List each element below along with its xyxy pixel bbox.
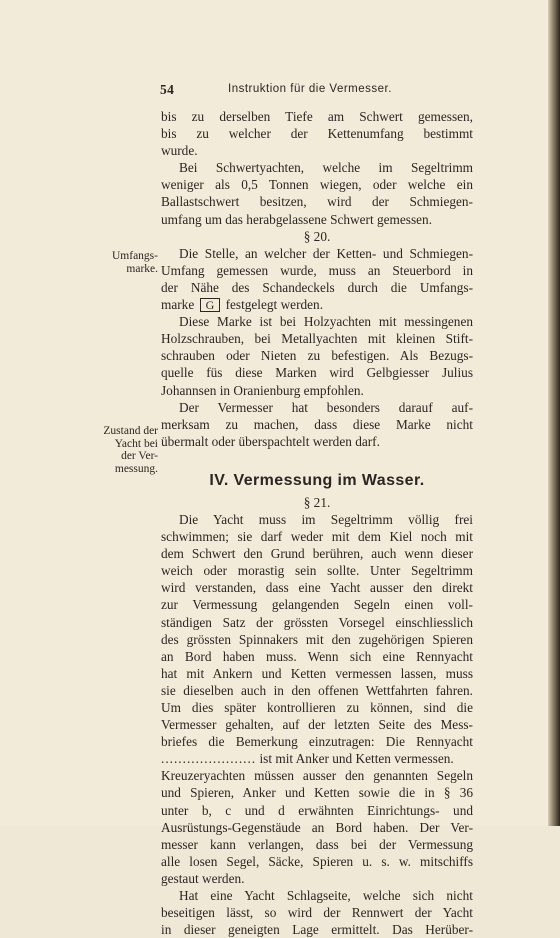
text-line: Hat eine Yacht Schlagseite, welche sich nicht xyxy=(179,888,473,904)
paragraph-sign: § 21. xyxy=(303,494,331,510)
text-line: zur Vermessung gelangenden Segeln einen voll- xyxy=(161,597,473,613)
text-line: schwimmen; sie darf weder mit dem Kiel noch mit xyxy=(161,529,473,545)
section-20-marker xyxy=(161,228,473,245)
page-header xyxy=(160,82,472,102)
text-line: umfang um das herabgelassene Schwert gemessen. xyxy=(161,211,433,227)
text-line: messer kann verlangen, dass bei der Vermessung xyxy=(161,836,473,852)
text-line: Ausrüstungs-Gegenstäude an Bord haben. Der Ver- xyxy=(161,819,473,835)
text-line: ständigen Satz der grössten Vorsegel einschliesslich xyxy=(161,614,473,630)
book-spine-shadow xyxy=(548,0,560,826)
text-line: Die Yacht muss im Segeltrimm völlig frei xyxy=(179,511,473,527)
paragraph-2 xyxy=(161,159,473,227)
text-line: bis zu derselben Tiefe am Schwert gemessen, xyxy=(161,109,473,124)
text-line: Ballastschwert besitzen, wird der Schmiegen- xyxy=(161,194,473,210)
dotted-blank: ...................... xyxy=(161,751,257,767)
text-line: Johannsen in Oranienburg empfohlen. xyxy=(161,382,364,398)
text-line: Um dies später kontrollieren zu können, sind die xyxy=(161,700,473,715)
marginal-note-umfangsmarke xyxy=(104,250,158,275)
text-line: gestaut werden. xyxy=(161,870,245,886)
text-line: dem Schwert den Grund berühren, auch wenn dieser xyxy=(161,546,473,562)
text-line: Umfang gemessen wurde, muss an Steuerbord in xyxy=(161,262,473,278)
text-line xyxy=(161,750,473,767)
page-body xyxy=(161,108,473,938)
text-line: quelle füs diese Marken wird Gelbgiesser Julius xyxy=(161,365,473,381)
text-line: wird verstanden, dass eine Yacht ausser den direkt xyxy=(161,580,473,596)
text-line: Der Vermesser hat besonders darauf auf- xyxy=(179,399,473,415)
text-line: weich oder morastig sein sollte. Unter Segeltrimm xyxy=(161,563,473,579)
text-line: weniger als 0,5 Tonnen wiegen, oder welche ein xyxy=(161,177,473,193)
mark-g-box: G xyxy=(200,298,221,312)
text-line: und Spieren, Anker und Ketten sowie die in § 36 xyxy=(161,785,473,801)
text-line: in dieser geneigten Lage ermittelt. Das Herüber- xyxy=(161,922,473,938)
paragraph-4 xyxy=(161,313,473,398)
section-21-marker xyxy=(161,494,473,511)
paragraph-7 xyxy=(161,887,473,938)
marginal-line: Yacht bei xyxy=(114,437,158,450)
page-number: 54 xyxy=(160,82,175,97)
text-line: übermalt oder überspachtelt werden darf. xyxy=(161,433,380,449)
marginal-line: der Ver- xyxy=(121,450,158,462)
text-line: Vermesser gehalten, auf der letzten Seite des Mess- xyxy=(161,717,473,733)
text-line: hat mit Ankern und Ketten vermessen lassen, muss xyxy=(161,665,473,681)
section-heading: IV. Vermessung im Wasser. xyxy=(209,471,425,489)
text-line: unter b, c und d erwähnten Einrichtungs- und xyxy=(161,802,473,818)
text-line: schrauben oder Nieten zu befestigen. Als Bezugs- xyxy=(161,348,473,364)
text-line: bis zu welcher der Kettenumfang bestimmt xyxy=(161,126,473,142)
running-title: Instruktion für die Vermesser. xyxy=(228,83,392,95)
text-line: des grössten Spinnakers mit den zugehörigen Spieren xyxy=(161,631,473,647)
marginal-line: marke. xyxy=(126,262,158,275)
text-line: wurde. xyxy=(161,143,198,159)
marginal-line: messung. xyxy=(114,462,158,475)
marginal-note-zustand xyxy=(94,425,158,475)
marginal-line: Zustand der xyxy=(103,425,158,437)
text-line xyxy=(161,296,473,313)
text-line: briefes die Bemerkung einzutragen: Die Rennyacht xyxy=(161,734,473,750)
text-line: Diese Marke ist bei Holzyachten mit messingenen xyxy=(179,314,473,330)
paragraph-3 xyxy=(161,245,473,313)
text-line: beseitigen lässt, so wird der Rennwert der Yacht xyxy=(161,905,473,921)
text-line: Bei Schwertyachten, welche im Segeltrimm xyxy=(179,160,473,176)
paragraph-1 xyxy=(161,108,473,159)
text-fragment: ist mit Anker und Ketten vermessen. xyxy=(259,751,454,767)
marginal-line: Umfangs- xyxy=(112,250,158,262)
text-fragment: marke xyxy=(161,297,195,313)
text-line: der Nähe des Schandeckels durch die Umfangs- xyxy=(161,279,473,295)
text-line: Die Stelle, an welcher der Ketten- und Schmiegen- xyxy=(179,245,473,261)
text-line: sie dieselben auch in den offenen Wettfahrten fahren. xyxy=(161,682,473,698)
paragraph-sign: § 20. xyxy=(303,228,331,244)
paragraph-5 xyxy=(161,399,473,450)
text-fragment: festgelegt werden. xyxy=(225,297,324,313)
text-line: Kreuzeryachten müssen ausser den genannten Segeln xyxy=(161,768,473,784)
text-line: alle losen Segel, Säcke, Spieren u. s. w. mitschiffs xyxy=(161,853,473,869)
text-line: merksam zu machen, dass diese Marke nicht xyxy=(161,416,473,432)
text-line: Holzschrauben, bei Metallyachten mit kleinen Stift- xyxy=(161,331,473,347)
text-line: an Bord haben muss. Wenn sich eine Rennyacht xyxy=(161,648,473,664)
paragraph-6 xyxy=(161,511,473,887)
